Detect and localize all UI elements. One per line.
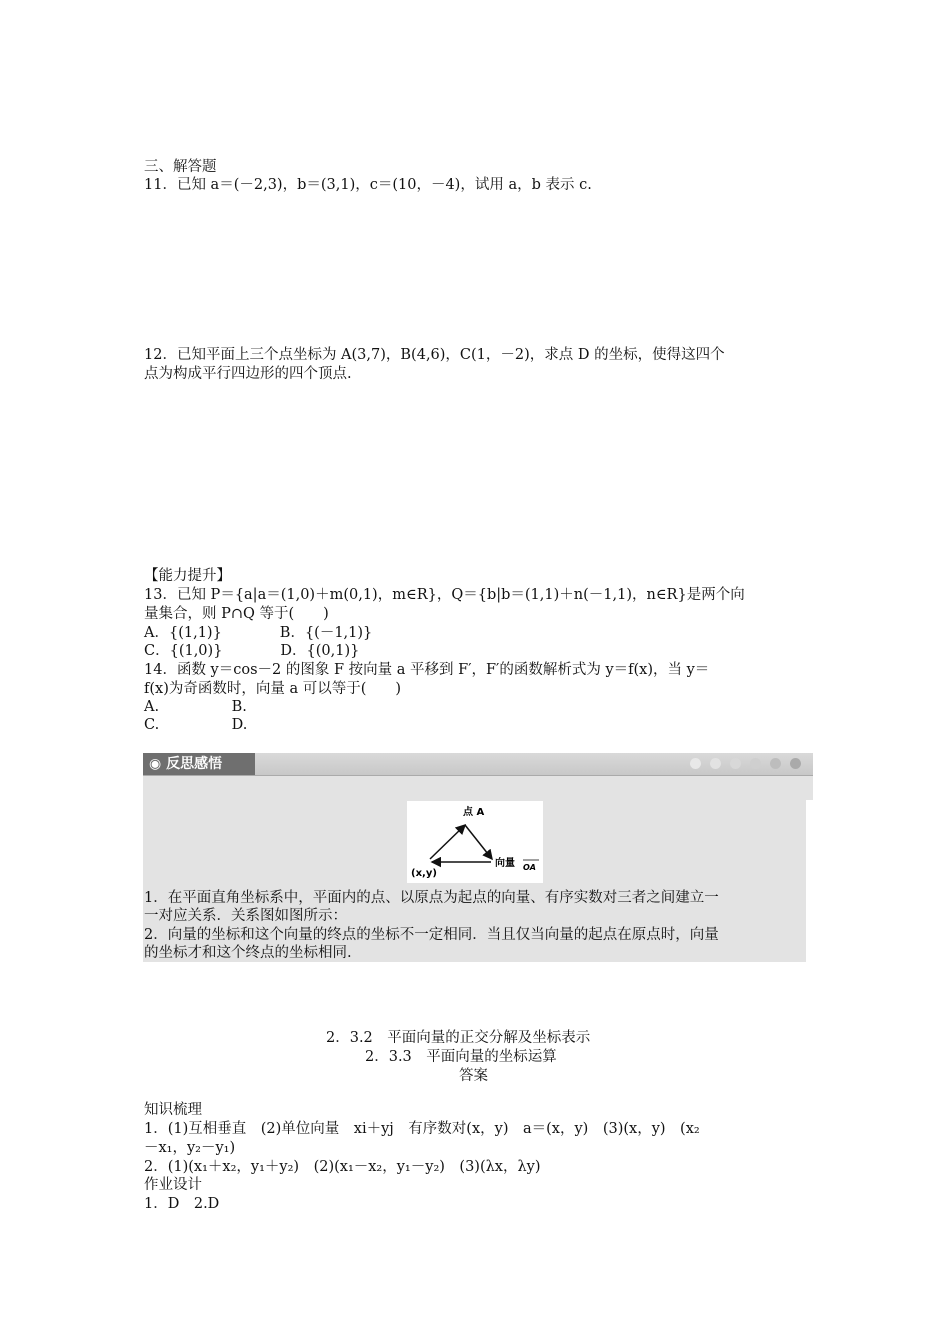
reflection-p2-line2: 的坐标才和这个终点的坐标相同. [144, 945, 352, 961]
question-11: 11．已知 a＝(－2,3)，b＝(3,1)，c＝(10，－4)，试用 a，b 表示 c. [144, 177, 592, 193]
reflection-p1-line2: 一对应关系．关系图如图所示： [144, 908, 347, 924]
knowledge-1-line2: －x₁，y₂－y₁) [144, 1140, 236, 1156]
knowledge-heading: 知识梳理 [144, 1102, 202, 1118]
dot-icon [770, 758, 781, 769]
diagram-coord-label: (x,y) [411, 868, 437, 879]
dot-icon [710, 758, 721, 769]
reflection-header-bar [143, 753, 813, 776]
dot-icon [730, 758, 741, 769]
question-14-options-ab: A. B. [144, 699, 247, 715]
diagram-vector-symbol: OA [523, 863, 536, 872]
arrow-coord-to-point [430, 825, 465, 859]
reflection-tab: ◉ 反思感悟 [143, 753, 255, 775]
knowledge-2: 2．(1)(x₁＋x₂，y₁＋y₂) (2)(x₁－x₂，y₁－y₂) (3)(λx，λy) [144, 1159, 541, 1175]
question-13-options-cd: C．{(1,0)} D．{(0,1)} [144, 643, 360, 659]
ability-heading: 【能力提升】 [144, 568, 231, 584]
reflection-p2-line1: 2．向量的坐标和这个向量的终点的坐标不一定相同．当且仅当向量的起点在原点时，向量 [144, 927, 719, 943]
homework-heading: 作业设计 [144, 1177, 202, 1193]
question-13-options-ab: A．{(1,1)} B．{(－1,1)} [144, 625, 373, 641]
diagram-point-label: 点 A [463, 807, 485, 818]
question-13-line1: 13．已知 P＝{a|a＝(1,0)＋m(0,1)，m∈R}，Q＝{b|b＝(1,1)＋n(－1,1)，n∈R}是两个向 [144, 587, 745, 603]
question-14-line2: f(x)为奇函数时，向量 a 可以等于( ) [144, 681, 402, 697]
homework-answers: 1．D 2.D [144, 1196, 220, 1212]
question-12-line2: 点为构成平行四边形的四个顶点. [144, 366, 352, 382]
arrow-point-to-vector [465, 825, 492, 859]
question-14-line1: 14．函数 y＝cos－2 的图象 F 按向量 a 平移到 F′，F′的函数解析式为 y＝f(x)，当 y＝ [144, 662, 710, 678]
answers-title-3: 答案 [459, 1068, 488, 1084]
reflection-p1-line1: 1．在平面直角坐标系中，平面内的点、以原点为起点的向量、有序实数对三者之间建立一 [144, 890, 719, 906]
relation-diagram [407, 801, 543, 883]
section-heading: 三、解答题 [144, 159, 217, 175]
answers-title-1: 2．3.2 平面向量的正交分解及坐标表示 [326, 1030, 591, 1046]
dot-icon [750, 758, 761, 769]
relation-diagram-svg [407, 801, 543, 883]
question-13-line2: 量集合，则 P∩Q 等于( ) [144, 606, 329, 622]
answers-title-2: 2．3.3 平面向量的坐标运算 [365, 1049, 557, 1065]
dot-icon [790, 758, 801, 769]
dot-icon [690, 758, 701, 769]
question-14-options-cd: C. D. [144, 717, 248, 733]
diagram-vector-label: 向量 [495, 858, 515, 869]
question-12-line1: 12．已知平面上三个点坐标为 A(3,7)，B(4,6)，C(1，－2)，求点 D 的坐标，使得这四个 [144, 347, 725, 363]
knowledge-1-line1: 1．(1)互相垂直 (2)单位向量 xi＋yj 有序数对(x，y) a＝(x，y) (3)(x，y) (x₂ [144, 1121, 700, 1137]
decorative-dots [690, 758, 801, 769]
